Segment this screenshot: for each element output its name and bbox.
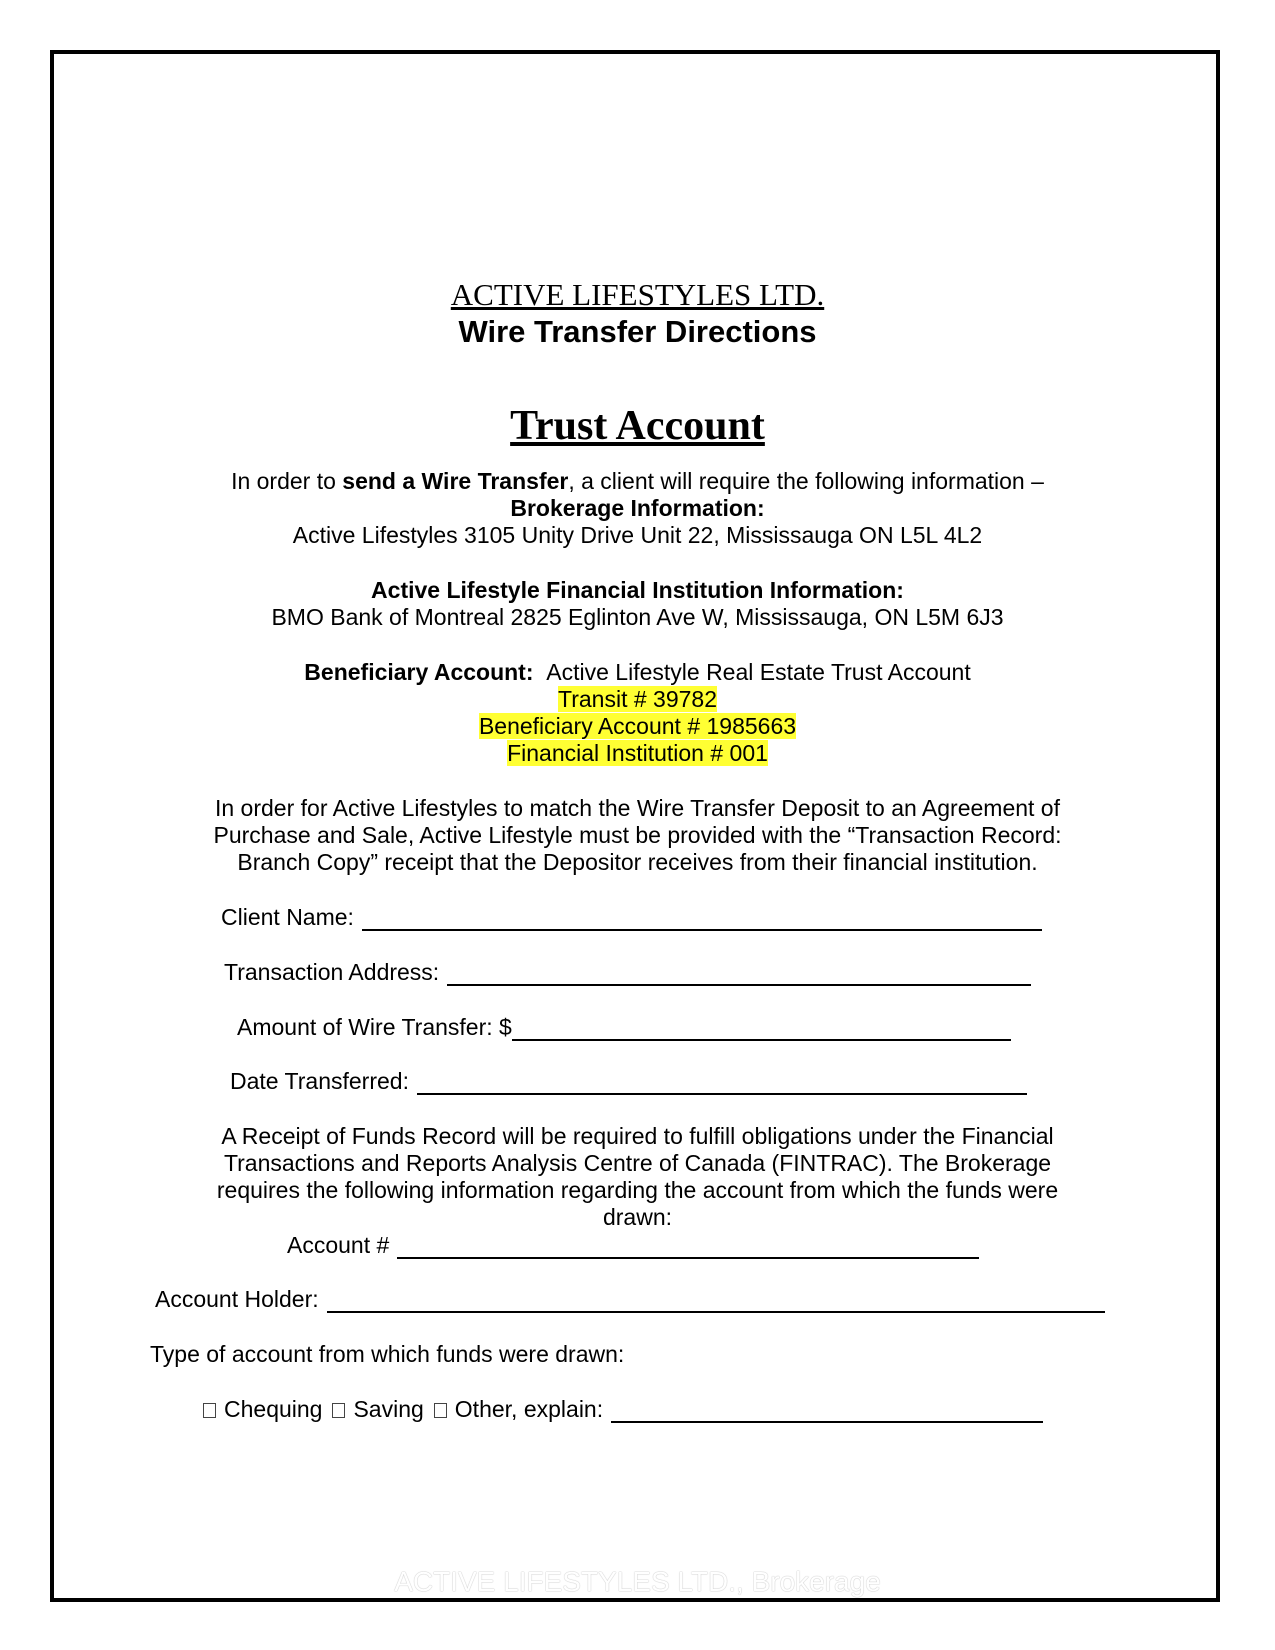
match-paragraph-line-1: In order for Active Lifestyles to match the Wire Transfer Deposit to an Agreement of [214,795,1060,821]
company-name: ACTIVE LIFESTYLES LTD. [450,277,825,312]
match-paragraph-line-2: Purchase and Sale, Active Lifestyle must be provided with the “Transaction Record: [213,822,1062,848]
beneficiary-account-line: Beneficiary Account: Active Lifestyle Real Estate Trust Account [304,659,971,685]
option-other: Other, explain: [434,1395,603,1423]
amount-field[interactable] [512,1017,1011,1041]
account-type-options [203,1395,1043,1423]
brokerage-heading: Brokerage Information: [510,495,765,521]
transaction-address-field[interactable] [447,962,1031,986]
date-transferred-field[interactable] [417,1071,1027,1095]
option-saving: Saving [332,1395,423,1423]
account-number-row [287,1231,979,1259]
fintrac-paragraph-line-3: requires the following information regarding the account from which the funds were [216,1177,1059,1203]
fintrac-paragraph-line-1: A Receipt of Funds Record will be required to fulfill obligations under the Financial [221,1123,1054,1149]
transaction-address-row [224,958,1031,986]
date-transferred-row [230,1067,1027,1095]
match-paragraph-line-3: Branch Copy” receipt that the Depositor receives from their financial institution. [237,849,1038,875]
transaction-address-label: Transaction Address: [224,959,440,985]
fintrac-paragraph-line-4: drawn: [602,1204,673,1230]
chequing-checkbox[interactable] [203,1403,216,1418]
account-type-question: Type of account from which funds were drawn: [150,1341,625,1367]
institution-address: BMO Bank of Montreal 2825 Eglinton Ave W, Mississauga, ON L5M 6J3 [271,604,1004,630]
beneficiary-account-number: Beneficiary Account # 1985663 [478,713,797,739]
account-holder-label: Account Holder: [155,1286,319,1312]
client-name-field[interactable] [362,907,1042,931]
transit-number: Transit # 39782 [558,686,717,712]
option-chequing: Chequing [203,1395,322,1423]
other-checkbox[interactable] [434,1403,447,1418]
brokerage-address: Active Lifestyles 3105 Unity Drive Unit 22, Mississauga ON L5L 4L2 [292,522,983,548]
intro-line: In order to send a Wire Transfer, a client will require the following information – [231,468,1044,494]
other-explain-field[interactable] [611,1399,1043,1423]
client-name-label: Client Name: [221,904,354,930]
account-holder-row [155,1285,1105,1313]
institution-number: Financial Institution # 001 [507,740,768,766]
institution-heading: Active Lifestyle Financial Institution Information: [371,577,904,603]
account-number-field[interactable] [397,1235,979,1259]
date-transferred-label: Date Transferred: [230,1068,409,1094]
account-number-label: Account # [287,1232,390,1258]
client-name-row [221,903,1042,931]
amount-label: Amount of Wire Transfer: $ [237,1014,512,1040]
amount-row [237,1013,1011,1041]
section-title: Trust Account [510,403,765,449]
account-holder-field[interactable] [327,1289,1105,1313]
document-title: Wire Transfer Directions [458,314,817,349]
watermark: ACTIVE LIFESTYLES LTD., Brokerage [394,1566,881,1597]
fintrac-paragraph-line-2: Transactions and Reports Analysis Centre of Canada (FINTRAC). The Brokerage [223,1150,1052,1176]
saving-checkbox[interactable] [332,1403,345,1418]
